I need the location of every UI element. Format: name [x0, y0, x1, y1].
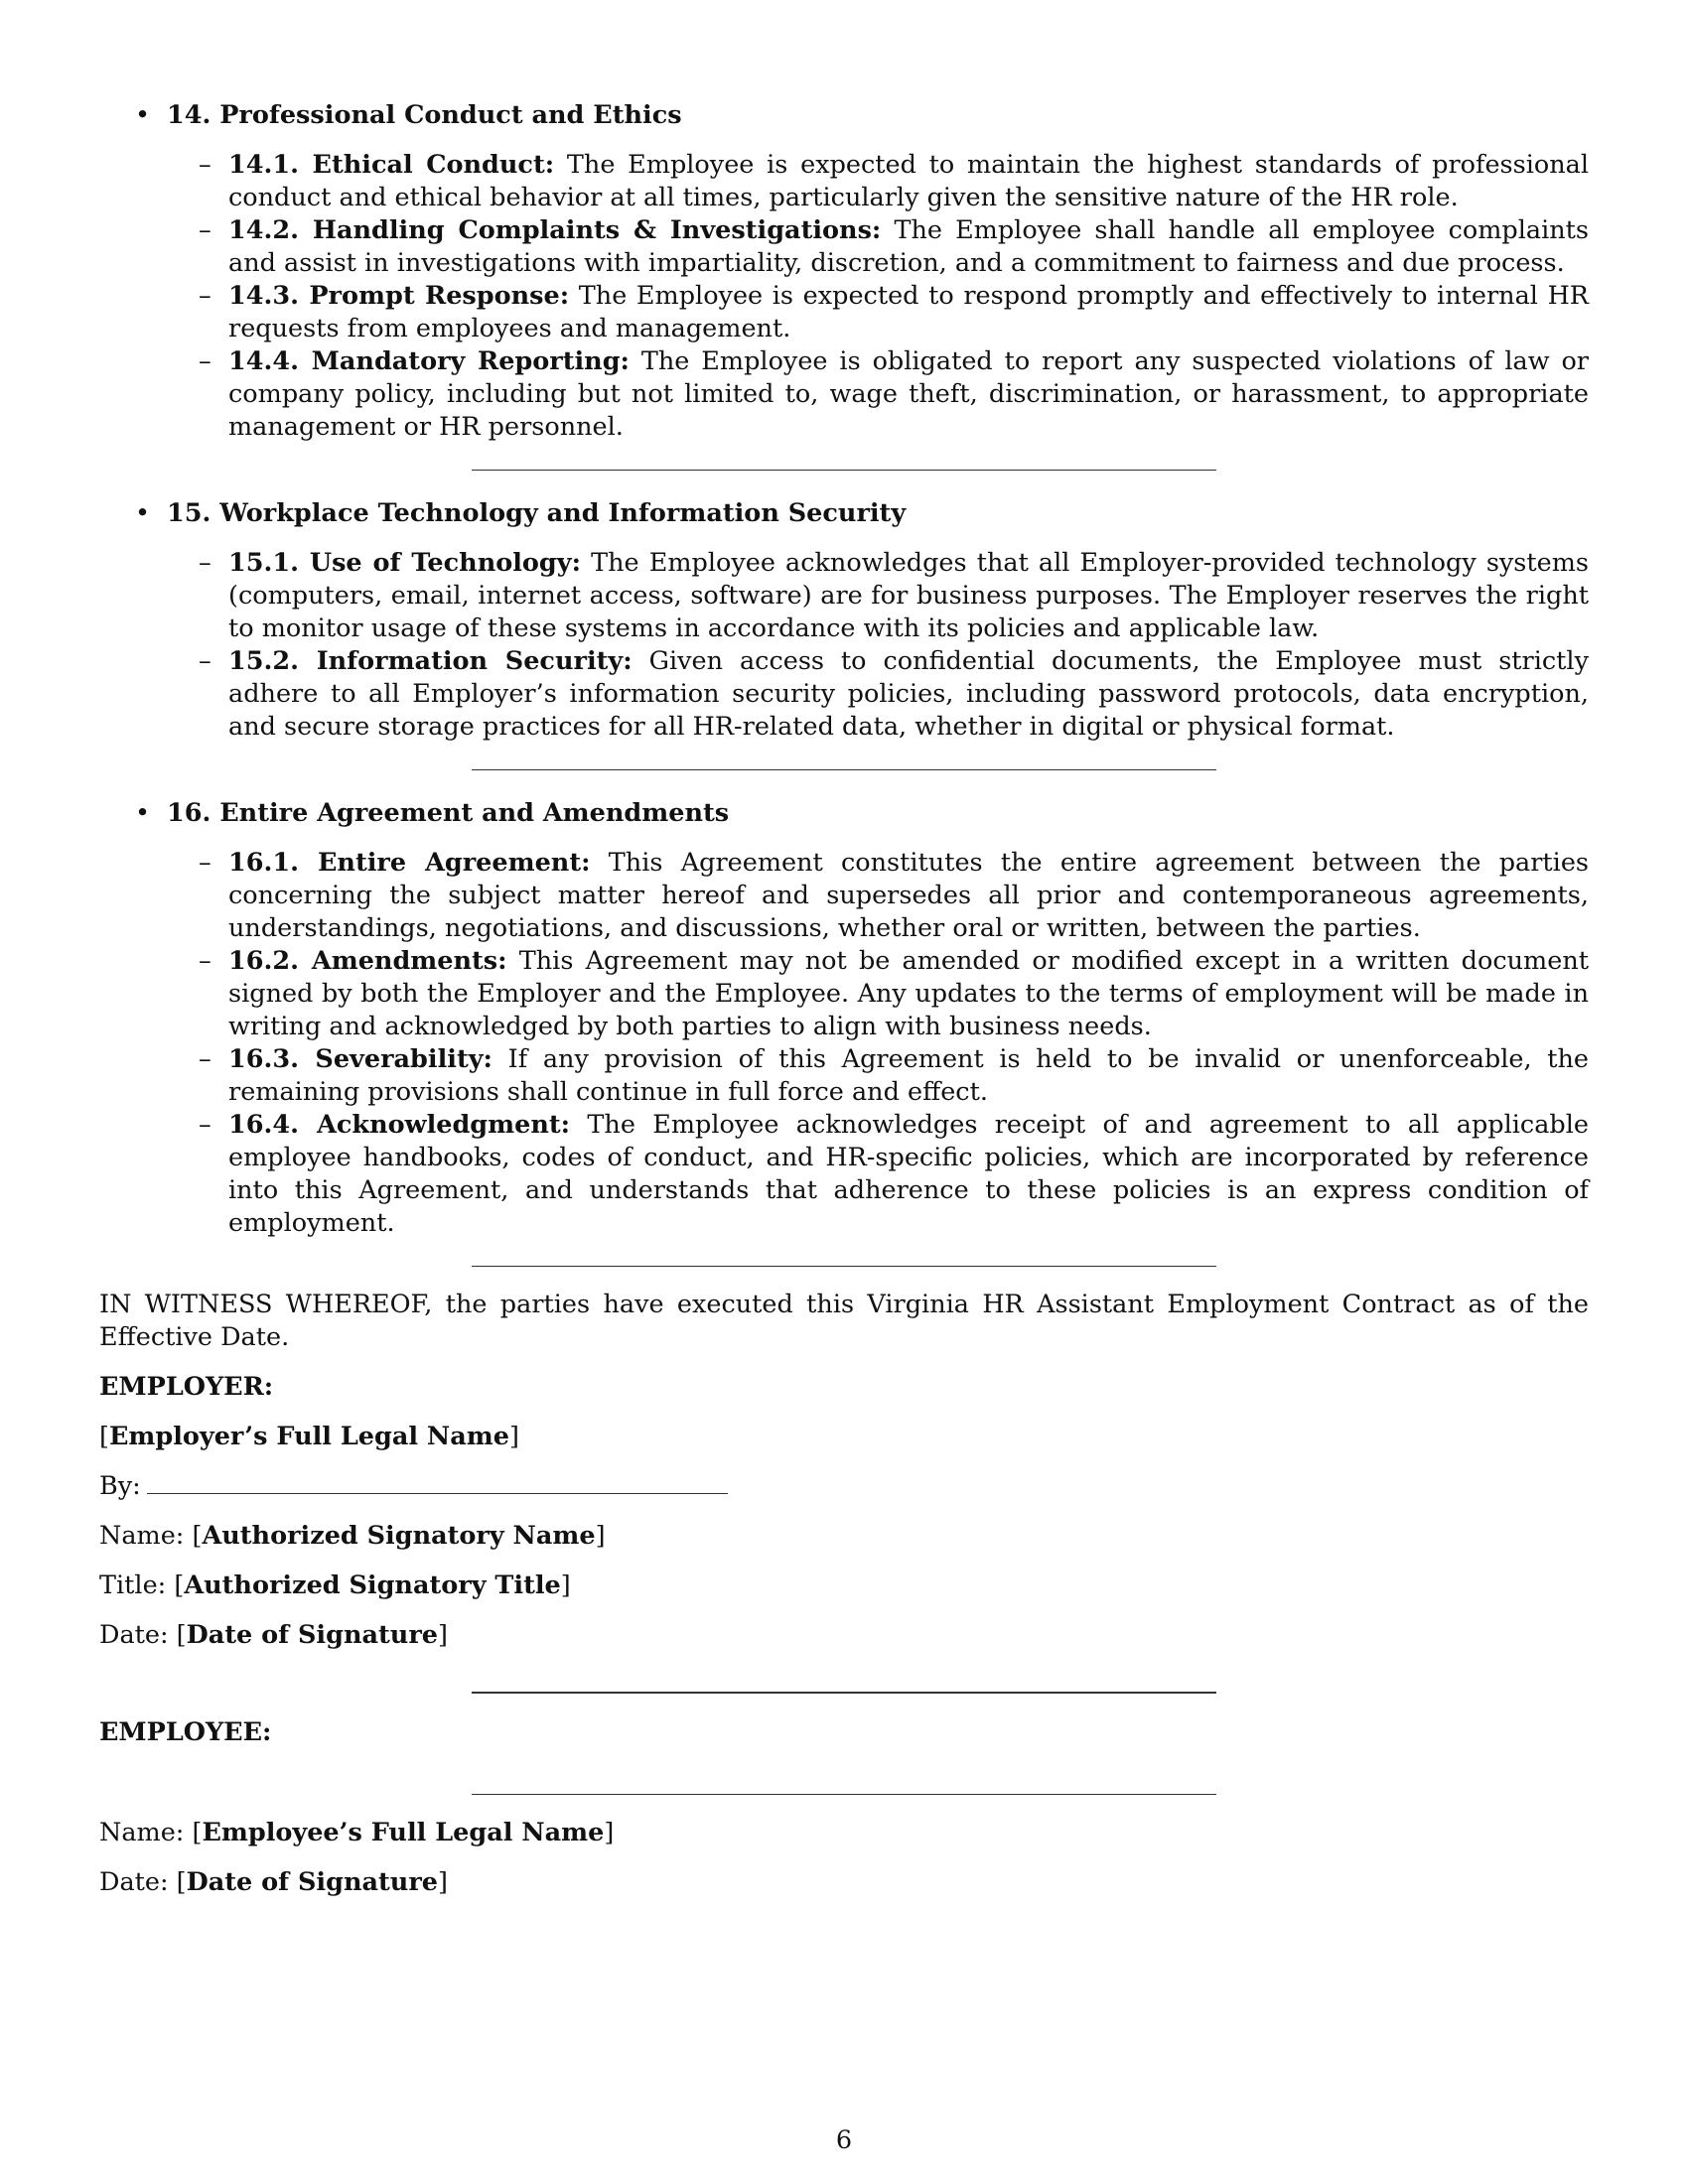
employee-signature-date: Date: [Date of Signature] — [99, 1867, 448, 1897]
dash-icon: – — [199, 646, 211, 676]
clause-label: 14.2. Handling Complaints & Investigations: — [228, 215, 882, 245]
dash-icon: – — [199, 281, 211, 311]
clause-15-1 — [199, 547, 1589, 645]
section-divider — [472, 470, 1216, 471]
employer-legal-name-value: Employer’s Full Legal Name — [108, 1422, 509, 1451]
dash-icon: – — [199, 1044, 211, 1074]
section-title: 16. Entire Agreement and Amendments — [167, 798, 730, 828]
clause-14-1 — [199, 149, 1589, 214]
clause-list — [167, 547, 1589, 744]
date-label: Date: — [99, 1867, 169, 1897]
name-value: Authorized Signatory Name — [202, 1521, 596, 1551]
by-label: By: — [99, 1471, 141, 1501]
clause-text: The Employee acknowledges that all Employer-provided technology systems (computers, email, internet access, software) are for business purposes. The Employer reserves the right to monitor usage of these systems in accordance with its policies and applicable law. — [228, 548, 1589, 643]
employer-legal-name: [Employer’s Full Legal Name] — [99, 1422, 519, 1451]
clause-text: The Employee acknowledges receipt of and agreement to all applicable employee handbooks, codes of conduct, and HR-specific policies, which are incorporated by reference into this Agreement, and understands that adherence to these policies is an express condition of employment. — [228, 1110, 1589, 1238]
employer-by-line — [99, 1470, 1589, 1503]
dash-icon: – — [199, 1110, 211, 1140]
section-15 — [135, 497, 1589, 744]
section-title: 14. Professional Conduct and Ethics — [167, 100, 682, 130]
clause-label: 16.4. Acknowledgment: — [228, 1110, 571, 1140]
clause-label: 15.1. Use of Technology: — [228, 548, 581, 578]
clause-label: 14.3. Prompt Response: — [228, 281, 570, 311]
clause-15-2 — [199, 645, 1589, 744]
clause-16-4 — [199, 1109, 1589, 1240]
clause-text: This Agreement may not be amended or modified except in a written document signed by both the Employer and the Employee. Any updates to the terms of employment will be made in writing and acknowledged by both parties to align with business needs. — [228, 946, 1590, 1041]
dash-icon: – — [199, 346, 211, 376]
clause-16-2 — [199, 945, 1590, 1043]
section-divider — [472, 769, 1216, 770]
clause-text: The Employee is obligated to report any suspected violations of law or company policy, including but not limited to, wage theft, discrimination, or harassment, to appropriate management or HR personnel. — [228, 346, 1590, 442]
section-16 — [135, 797, 1590, 1240]
clause-label: 16.3. Severability: — [228, 1044, 492, 1074]
dash-icon: – — [199, 946, 211, 976]
clause-14-2 — [199, 214, 1590, 280]
clause-list — [167, 149, 1589, 444]
clause-text: The Employee is expected to respond promptly and effectively to internal HR requests from employees and management. — [228, 281, 1590, 343]
employer-signatory-title: Title: [Authorized Signatory Title] — [99, 1570, 571, 1600]
employer-signature-date: Date: [Date of Signature] — [99, 1620, 448, 1650]
clause-text: The Employee shall handle all employee complaints and assist in investigations with impartiality, discretion, and a commitment to fairness and due process. — [228, 215, 1590, 278]
bullet-icon: • — [135, 798, 151, 828]
clause-16-1 — [199, 847, 1590, 945]
dash-icon: – — [199, 548, 211, 578]
signature-divider — [472, 1692, 1216, 1694]
bullet-icon: • — [135, 100, 151, 130]
date-label: Date: — [99, 1620, 169, 1650]
clause-16-3 — [199, 1043, 1589, 1109]
dash-icon: – — [199, 848, 211, 878]
employee-name: Name: [Employee’s Full Legal Name] — [99, 1818, 615, 1847]
witness-clause: IN WITNESS WHEREOF, the parties have executed this Virginia HR Assistant Employment Contract as of the Effective Date. — [99, 1290, 1589, 1352]
clause-text: This Agreement constitutes the entire agreement between the parties concerning the subject matter hereof and supersedes all prior and contemporaneous agreements, understandings, negotiations, and discussions, whether oral or written, between the parties. — [228, 848, 1590, 943]
clause-label: 16.1. Entire Agreement: — [228, 848, 591, 878]
clause-text: The Employee is expected to maintain the highest standards of professional conduct and ethical behavior at all times, particularly given the sensitive nature of the HR role. — [228, 150, 1589, 212]
clause-text: Given access to confidential documents, the Employee must strictly adhere to all Employer’s information security policies, including password protocols, data encryption, and secure storage practices for all HR-related data, whether in digital or physical format. — [228, 646, 1589, 742]
employer-signatory-name: Name: [Authorized Signatory Name] — [99, 1521, 606, 1551]
date-value: Date of Signature — [186, 1620, 438, 1650]
document-body — [99, 99, 1589, 1899]
section-title: 15. Workplace Technology and Information Security — [167, 498, 907, 528]
clause-14-4 — [199, 345, 1590, 444]
clause-label: 15.2. Information Security: — [228, 646, 633, 676]
name-value: Employee’s Full Legal Name — [202, 1818, 605, 1847]
clause-14-3 — [199, 280, 1590, 345]
clause-label: 16.2. Amendments: — [228, 946, 507, 976]
bullet-icon: • — [135, 498, 151, 528]
employer-heading: EMPLOYER: — [99, 1372, 274, 1402]
page-number: 6 — [835, 2125, 853, 2155]
title-label: Title: — [99, 1570, 167, 1600]
name-label: Name: — [99, 1521, 185, 1551]
date-value: Date of Signature — [186, 1867, 438, 1897]
employee-heading: EMPLOYEE: — [99, 1717, 272, 1747]
dash-icon: – — [199, 150, 211, 180]
clause-label: 14.4. Mandatory Reporting: — [228, 346, 630, 376]
clause-label: 14.1. Ethical Conduct: — [228, 150, 555, 180]
clause-list — [167, 847, 1589, 1240]
employee-signature-line — [472, 1794, 1216, 1795]
section-divider — [472, 1266, 1216, 1267]
title-value: Authorized Signatory Title — [184, 1570, 561, 1600]
clause-text: If any provision of this Agreement is held to be invalid or unenforceable, the remaining provisions shall continue in full force and effect. — [228, 1044, 1589, 1107]
section-14 — [135, 99, 1590, 444]
signature-line — [147, 1471, 728, 1494]
name-label: Name: — [99, 1818, 185, 1847]
dash-icon: – — [199, 215, 211, 245]
